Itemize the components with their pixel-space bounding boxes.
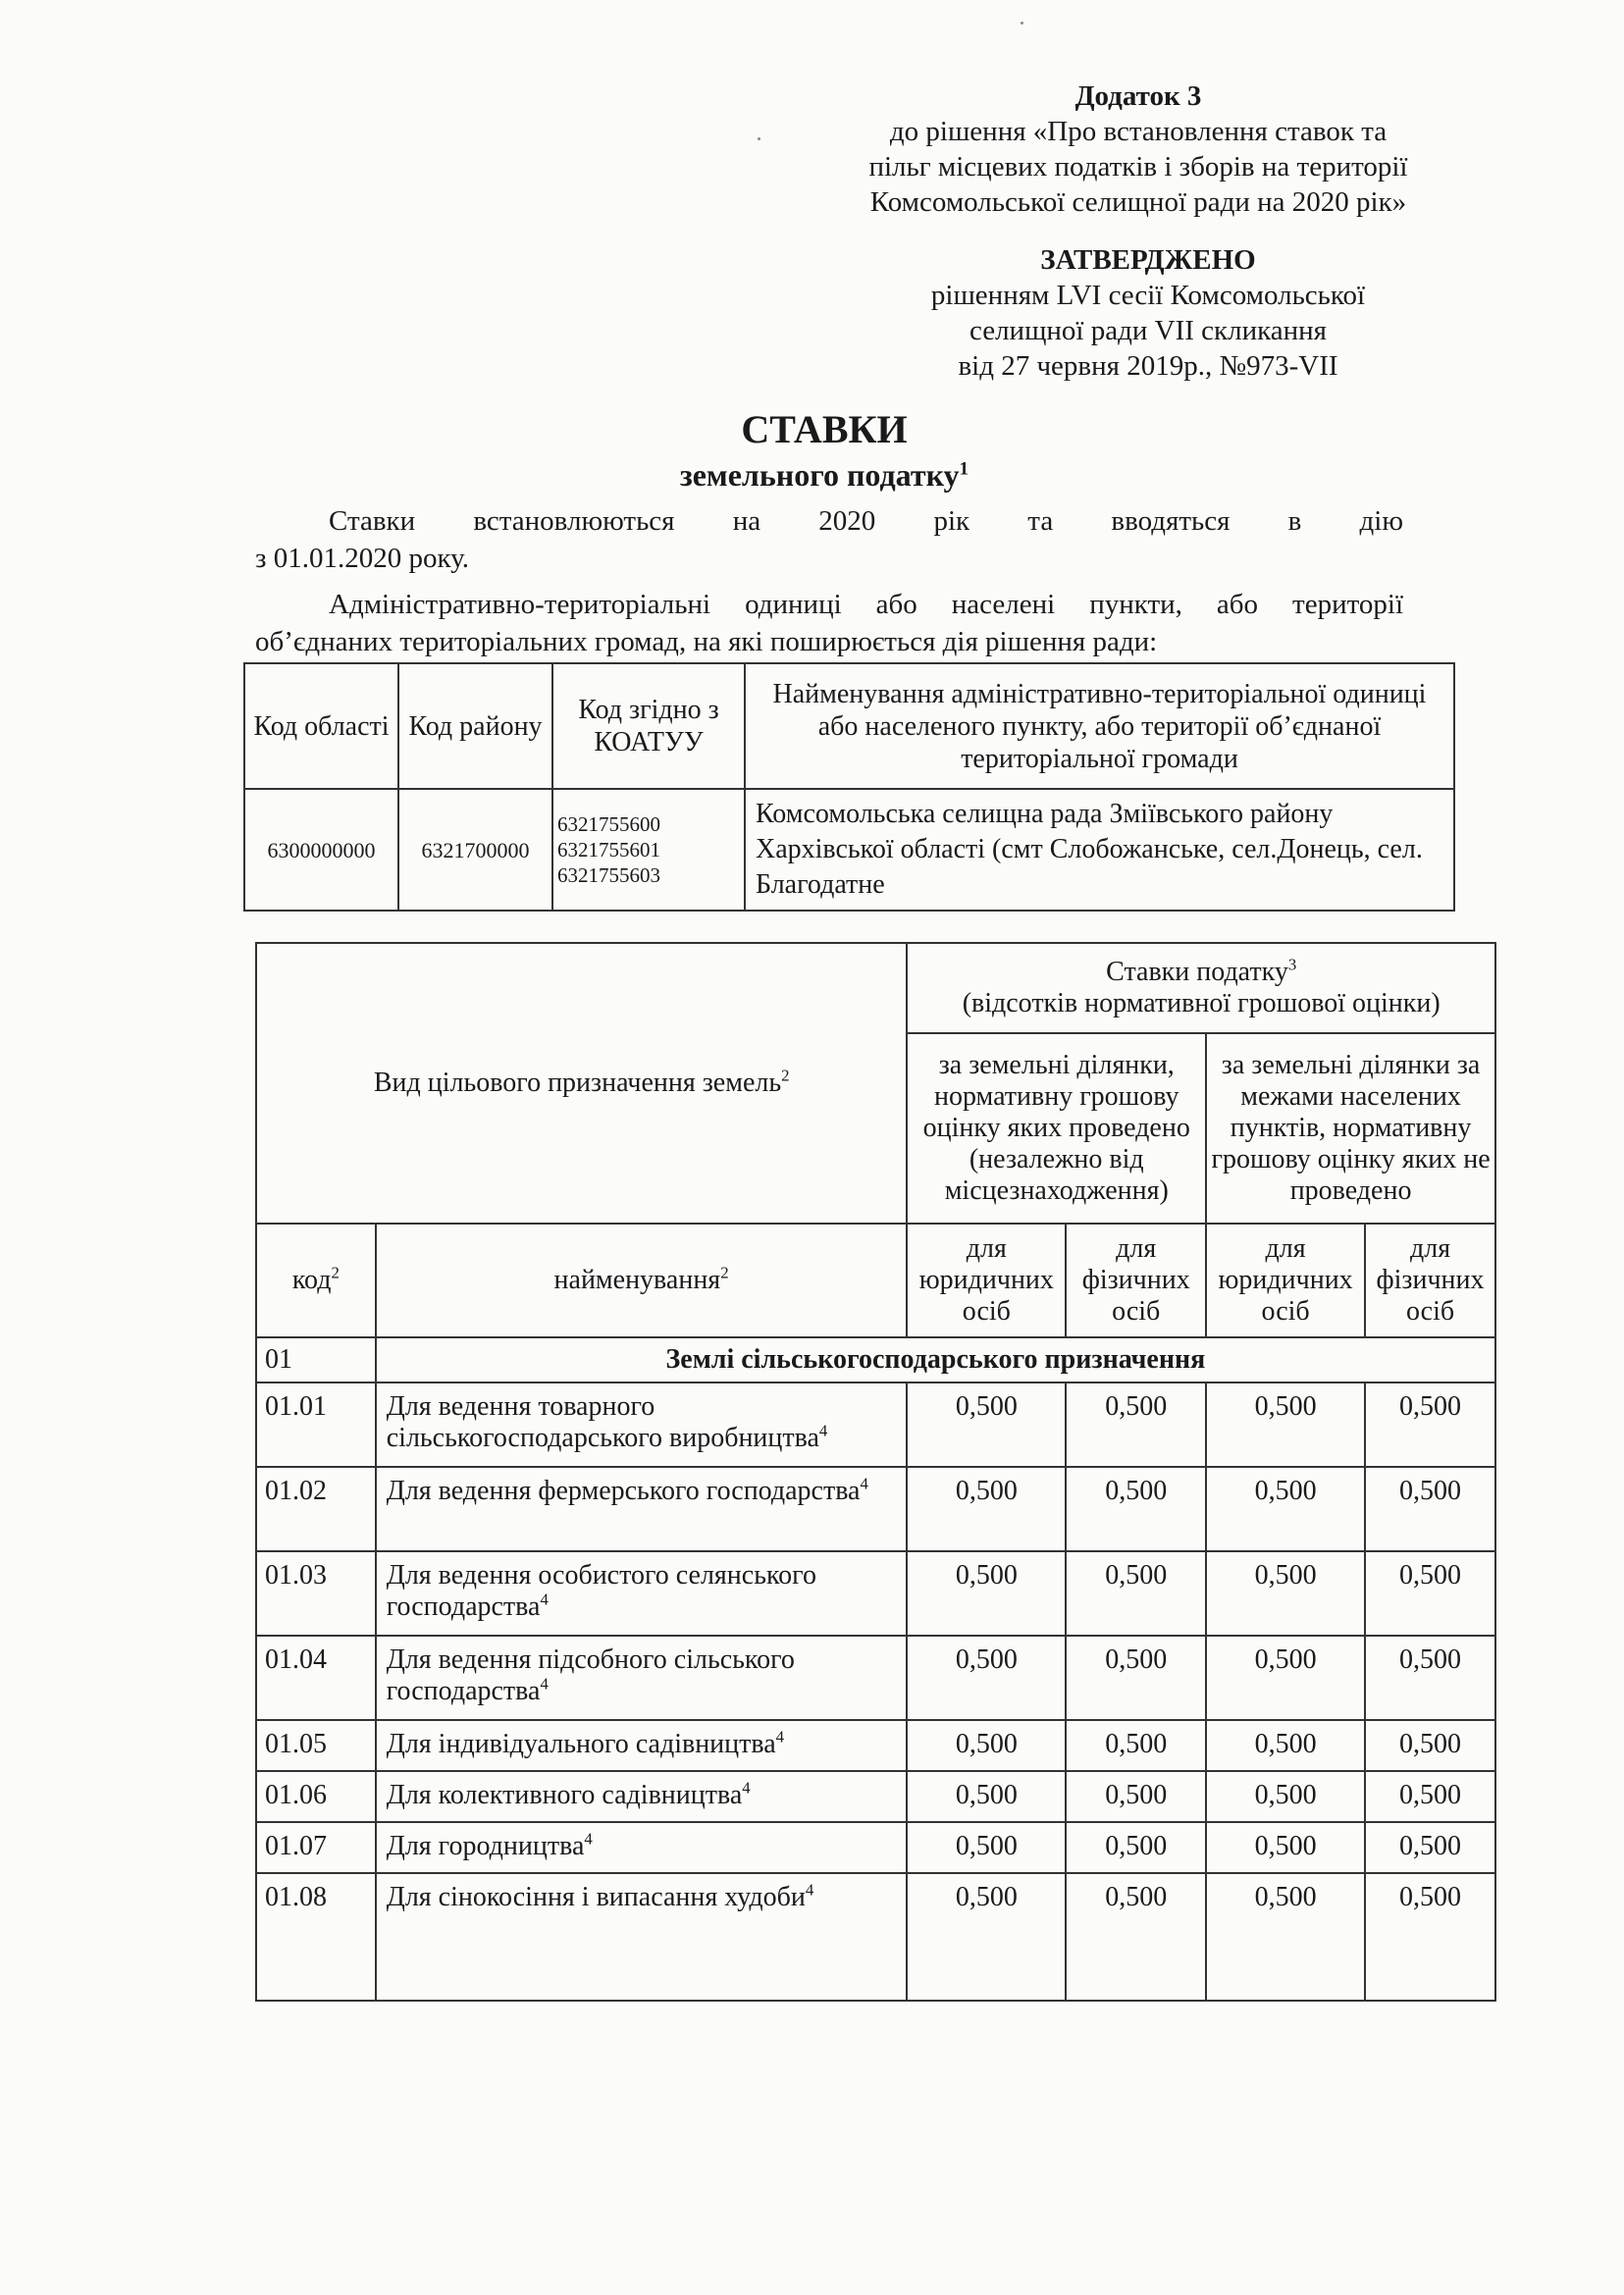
col-header-not-assessed: за земельні ділянки за межами населених пунктів, нормативну грошову оцінку яких не проведено bbox=[1206, 1033, 1495, 1224]
rate-value: 0,500 bbox=[1066, 1551, 1206, 1636]
district-code: 6321700000 bbox=[398, 789, 552, 911]
rate-value: 0,500 bbox=[1066, 1873, 1206, 2001]
footnote-mark: 3 bbox=[1287, 955, 1297, 974]
approved-line: від 27 червня 2019р., №973-VII bbox=[958, 350, 1338, 382]
approved-line: селищної ради VII скликання bbox=[969, 315, 1327, 346]
annex-block bbox=[844, 78, 1433, 220]
approved-line: рішенням LVI сесії Комсомольської bbox=[930, 280, 1366, 311]
rate-value: 0,500 bbox=[1206, 1467, 1365, 1551]
table-header-row bbox=[244, 663, 1454, 789]
table-row bbox=[256, 1467, 1495, 1551]
admin-units-table bbox=[243, 662, 1455, 912]
rate-value: 0,500 bbox=[1206, 1551, 1365, 1636]
group-code: 01 bbox=[256, 1337, 376, 1382]
footnote-mark: 2 bbox=[331, 1263, 340, 1282]
table-header-row bbox=[256, 1224, 1495, 1337]
table-row bbox=[256, 1720, 1495, 1771]
table-row bbox=[256, 1636, 1495, 1720]
row-name: Для ведення особистого селянського господарства$^4$ bbox=[376, 1551, 908, 1636]
col-header-legal-not-assessed: для юридичних осіб bbox=[1206, 1224, 1365, 1337]
rate-value: 0,500 bbox=[907, 1551, 1066, 1636]
col-header-unit-name: Найменування адміністративно-територіальної одиниці або населеного пункту, або території об’єднаної територіальної громади bbox=[745, 663, 1454, 789]
row-code: 01.01 bbox=[256, 1382, 376, 1467]
row-code: 01.08 bbox=[256, 1873, 376, 2001]
rate-value: 0,500 bbox=[1066, 1467, 1206, 1551]
col-header-district-code: Код району bbox=[398, 663, 552, 789]
rate-value: 0,500 bbox=[1066, 1822, 1206, 1873]
group-name: Землі сільськогосподарського призначення bbox=[376, 1337, 1495, 1382]
region-code: 6300000000 bbox=[244, 789, 398, 911]
footnote-mark: 4 bbox=[742, 1778, 751, 1798]
validity-paragraph: Ставки встановлюються на 2020 рік та вводяться в дію з 01.01.2020 року. bbox=[255, 505, 1403, 574]
rate-value: 0,500 bbox=[1365, 1771, 1495, 1822]
footnote-mark: 2 bbox=[720, 1263, 729, 1282]
rate-value: 0,500 bbox=[1365, 1551, 1495, 1636]
title-main: СТАВКИ bbox=[741, 407, 908, 451]
rate-value: 0,500 bbox=[1206, 1636, 1365, 1720]
table-row bbox=[256, 1382, 1495, 1467]
col-header-physical-assessed: для фізичних осіб bbox=[1066, 1224, 1206, 1337]
col-header-assessed: за земельні ділянки, нормативну грошову оцінку яких проведено (незалежно від місцезнаходження) bbox=[907, 1033, 1206, 1224]
rate-value: 0,500 bbox=[907, 1467, 1066, 1551]
col-header-koatuu-code: Код згідно з КОАТУУ bbox=[552, 663, 745, 789]
row-code: 01.05 bbox=[256, 1720, 376, 1771]
rate-value: 0,500 bbox=[1066, 1771, 1206, 1822]
rate-value: 0,500 bbox=[1365, 1822, 1495, 1873]
table-row bbox=[244, 789, 1454, 911]
col-header-legal-assessed: для юридичних осіб bbox=[907, 1224, 1066, 1337]
col-header-region-code: Код області bbox=[244, 663, 398, 789]
annex-line: до рішення «Про встановлення ставок та bbox=[889, 116, 1388, 147]
row-code: 01.03 bbox=[256, 1551, 376, 1636]
rate-value: 0,500 bbox=[1066, 1382, 1206, 1467]
annex-line: пільг місцевих податків і зборів на території bbox=[868, 151, 1408, 183]
rate-value: 0,500 bbox=[1066, 1720, 1206, 1771]
col-header-tax-rates: Ставки податку$^3$ (відсотків нормативної грошової оцінки) bbox=[907, 943, 1495, 1033]
row-name: Для колективного садівництва$^4$ bbox=[376, 1771, 908, 1822]
annex-title: Додаток 3 bbox=[1074, 80, 1202, 112]
approved-title: ЗАТВЕРДЖЕНО bbox=[1040, 244, 1256, 276]
footnote-mark: 4 bbox=[540, 1674, 549, 1694]
table-row bbox=[256, 1873, 1495, 2001]
col-header-code: код$^2$ bbox=[256, 1224, 376, 1337]
rate-value: 0,500 bbox=[907, 1720, 1066, 1771]
table-row bbox=[256, 1551, 1495, 1636]
rate-value: 0,500 bbox=[907, 1382, 1066, 1467]
col-header-name: найменування$^2$ bbox=[376, 1224, 908, 1337]
unit-name: Комсомольська селищна рада Зміївського району Хархівської області (смт Слобожанське, сел.Донець, сел. Благодатне bbox=[745, 789, 1454, 911]
title-sub: земельного податку$^1$ bbox=[679, 457, 969, 493]
col-header-physical-not-assessed: для фізичних осіб bbox=[1365, 1224, 1495, 1337]
scope-paragraph: Адміністративно-територіальні одиниці або населені пункти, або території об’єднаних територіальних громад, на які поширюється дія рішення ради: bbox=[255, 589, 1403, 657]
annex-line: Комсомольської селищної ради на 2020 рік» bbox=[869, 186, 1407, 218]
group-row bbox=[256, 1337, 1495, 1382]
row-code: 01.02 bbox=[256, 1467, 376, 1551]
rate-value: 0,500 bbox=[1206, 1382, 1365, 1467]
scan-speck bbox=[1021, 22, 1023, 25]
row-name: Для ведення товарного сільськогосподарського виробництва$^4$ bbox=[376, 1382, 908, 1467]
table-row bbox=[256, 1771, 1495, 1822]
rate-value: 0,500 bbox=[1365, 1873, 1495, 2001]
rate-value: 0,500 bbox=[1206, 1873, 1365, 2001]
footnote-mark: 4 bbox=[775, 1727, 785, 1747]
scan-speck bbox=[758, 137, 760, 140]
row-code: 01.06 bbox=[256, 1771, 376, 1822]
footnote-mark: 4 bbox=[860, 1474, 868, 1493]
footnote-mark: 4 bbox=[584, 1829, 593, 1849]
rate-value: 0,500 bbox=[1206, 1720, 1365, 1771]
rate-value: 0,500 bbox=[1365, 1467, 1495, 1551]
document-title bbox=[432, 404, 1217, 495]
rate-value: 0,500 bbox=[907, 1873, 1066, 2001]
row-code: 01.07 bbox=[256, 1822, 376, 1873]
rate-value: 0,500 bbox=[907, 1771, 1066, 1822]
footnote-mark: 1 bbox=[959, 458, 969, 480]
col-header-land-type: Вид цільового призначення земель$^2$ bbox=[256, 943, 907, 1224]
table-row bbox=[256, 1822, 1495, 1873]
rate-value: 0,500 bbox=[907, 1636, 1066, 1720]
footnote-mark: 2 bbox=[781, 1066, 790, 1085]
rate-value: 0,500 bbox=[907, 1822, 1066, 1873]
row-name: Для городництва$^4$ bbox=[376, 1822, 908, 1873]
footnote-mark: 4 bbox=[805, 1880, 814, 1900]
rate-value: 0,500 bbox=[1365, 1636, 1495, 1720]
footnote-mark: 4 bbox=[818, 1421, 828, 1440]
footnote-mark: 4 bbox=[540, 1590, 549, 1609]
row-name: Для сінокосіння і випасання худоби$^4$ bbox=[376, 1873, 908, 2001]
row-name: Для індивідуального садівництва$^4$ bbox=[376, 1720, 908, 1771]
rate-value: 0,500 bbox=[1206, 1822, 1365, 1873]
row-name: Для ведення підсобного сільського господарства$^4$ bbox=[376, 1636, 908, 1720]
table-header-row bbox=[256, 943, 1495, 1033]
rate-value: 0,500 bbox=[1066, 1636, 1206, 1720]
rate-value: 0,500 bbox=[1206, 1771, 1365, 1822]
approved-block bbox=[878, 242, 1418, 384]
koatuu-codes: 6321755600 6321755601 6321755603 bbox=[552, 789, 745, 911]
rate-value: 0,500 bbox=[1365, 1382, 1495, 1467]
row-code: 01.04 bbox=[256, 1636, 376, 1720]
rate-value: 0,500 bbox=[1365, 1720, 1495, 1771]
row-name: Для ведення фермерського господарства$^4$ bbox=[376, 1467, 908, 1551]
land-tax-rates-table bbox=[255, 942, 1496, 2002]
